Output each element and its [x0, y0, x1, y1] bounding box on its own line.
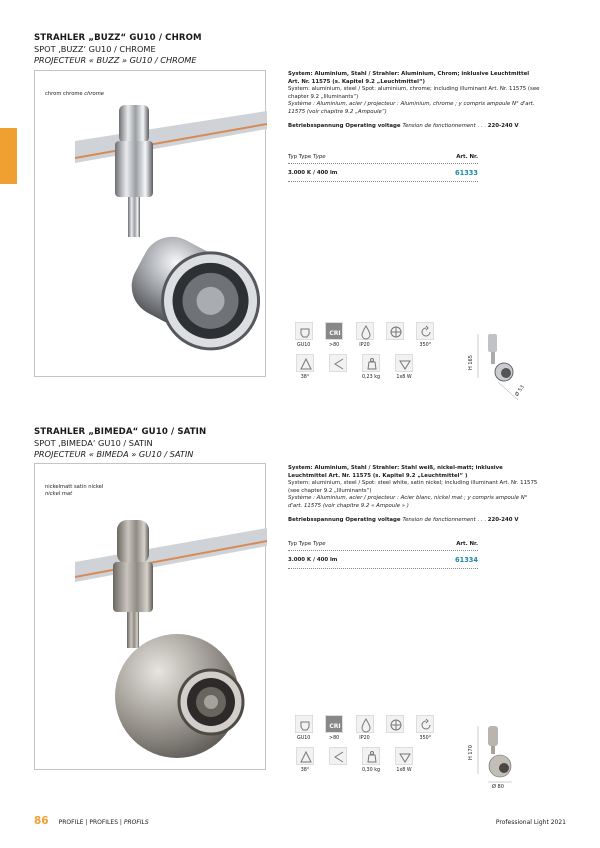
table-header: Typ Type Type Art. Nr.: [288, 541, 478, 551]
article-number: 61334: [455, 555, 478, 564]
table-header: Typ Type Type Art. Nr.: [288, 154, 478, 164]
product-title-fr: PROJECTEUR « BUZZ » GU10 / CHROME: [34, 55, 197, 65]
svg-text:CRI: CRI: [329, 723, 341, 730]
desc-de: System: Aluminium, Stahl / Strahler: Stahl weiß, nickel-matt; inklusive Leuchtmittel Art. Nr. 11575 (s. Kapitel 9.2 „Leuchtmittel“ ): [288, 465, 503, 479]
finish-caption: chrom chrome chrome: [45, 91, 104, 97]
cri-icon: [325, 715, 343, 733]
weight-icon: [362, 354, 380, 372]
protection-class-icon: [386, 715, 404, 733]
ip-drop-icon: [356, 715, 374, 733]
operating-voltage: Betriebsspannung Operating voltage Tension de fonctionnement . . . 220-240 V: [288, 122, 519, 129]
spot-buzz-photo: [35, 71, 267, 378]
tilt-angle-icon: [329, 747, 347, 765]
product-description-buzz: [288, 71, 540, 130]
product-title-en: SPOT ‚BUZZ‘ GU10 / CHROME: [34, 44, 156, 54]
svg-text:CRI: CRI: [329, 330, 341, 337]
dimension-drawing-bimeda: H 170 Ø 80: [466, 722, 538, 802]
chapter-tab: [0, 128, 17, 184]
article-number: 61333: [455, 168, 478, 177]
rotation-icon: [416, 715, 434, 733]
product-title-de: STRAHLER „BIMEDA“ GU10 / SATIN: [34, 427, 207, 437]
spot-bimeda-photo: [35, 464, 267, 771]
weight-icon: [362, 747, 380, 765]
desc-fr: Système : Aluminium, acier / projecteur : Aluminium, chrome ; y compris ampoule N° d'art. 11575 (voir chapitre 9.2 „Ampoule“): [288, 101, 535, 115]
footer-catalog-name: Professional Light 2021: [495, 819, 566, 826]
product-image-buzz: [34, 70, 266, 377]
ip-drop-icon: [356, 322, 374, 340]
product-description-bimeda: [288, 465, 540, 524]
article-table-buzz: [288, 154, 478, 182]
product-header-bimeda: [34, 427, 554, 459]
wattage-icon: [395, 354, 413, 372]
desc-en: System: aluminium, steel / Spot: steel white, satin nickel; including illuminant Art. Nr. 11575 (see chapter 9.2 „Illuminants“): [288, 480, 538, 494]
dimension-drawing-buzz: H 165 Ø 53: [466, 330, 538, 410]
table-row: 3.000 K / 400 lm 61334: [288, 551, 478, 569]
desc-en: System: aluminium, steel / Spot: aluminium, chrome; including illuminant Art. Nr. 11575 (see chapter 9.2 „Illuminants“): [288, 86, 540, 100]
cri-icon: [325, 322, 343, 340]
page-number: 86: [34, 815, 49, 827]
product-title-en: SPOT ‚BIMEDA‘ GU10 / SATIN: [34, 438, 153, 448]
desc-fr: Système : Aluminium, acier / projecteur : Acier blanc, nickel mat ; y compris ampoule N° d'art. 11575 (voir chapitre 9.2 « Ampoule » ): [288, 495, 528, 509]
wattage-icon: [395, 747, 413, 765]
operating-voltage: Betriebsspannung Operating voltage Tension de fonctionnement . . . 220-240 V: [288, 516, 519, 523]
lamp-socket-icon: [295, 715, 313, 733]
article-table-bimeda: [288, 541, 478, 569]
tilt-angle-icon: [329, 354, 347, 372]
finish-caption: nickelmatt satin nickel nickel mat: [45, 484, 104, 497]
footer-section: PROFILE | PROFILES |: [58, 819, 124, 826]
desc-de: System: Aluminium, Stahl / Strahler: Aluminium, Chrom; inklusive Leuchtmittel Art. Nr. 11575 (s. Kapitel 9.2 „Leuchtmittel“): [288, 71, 530, 85]
product-image-bimeda: [34, 463, 266, 770]
beam-angle-icon: [296, 354, 314, 372]
page-footer: 86 PROFILE | PROFILES | PROFILS Professional Light 2021: [34, 815, 566, 827]
spot-buzz-sketch: [466, 330, 538, 410]
rotation-icon: [416, 322, 434, 340]
table-row: 3.000 K / 400 lm 61333: [288, 164, 478, 182]
spec-icons-buzz: GU10 CRI >80 IP20 350° 38° 0,23 kg 1x8 W: [290, 322, 442, 383]
product-title-de: STRAHLER „BUZZ“ GU10 / CHROM: [34, 33, 202, 43]
protection-class-icon: [386, 322, 404, 340]
lamp-socket-icon: [295, 322, 313, 340]
spec-icons-bimeda: GU10 CRI >80 IP20 350° 38° 0,30 kg 1x8 W: [290, 715, 442, 776]
spot-bimeda-sketch: [466, 722, 538, 792]
product-title-fr: PROJECTEUR « BIMEDA » GU10 / SATIN: [34, 449, 194, 459]
product-header-buzz: [34, 33, 554, 65]
beam-angle-icon: [296, 747, 314, 765]
